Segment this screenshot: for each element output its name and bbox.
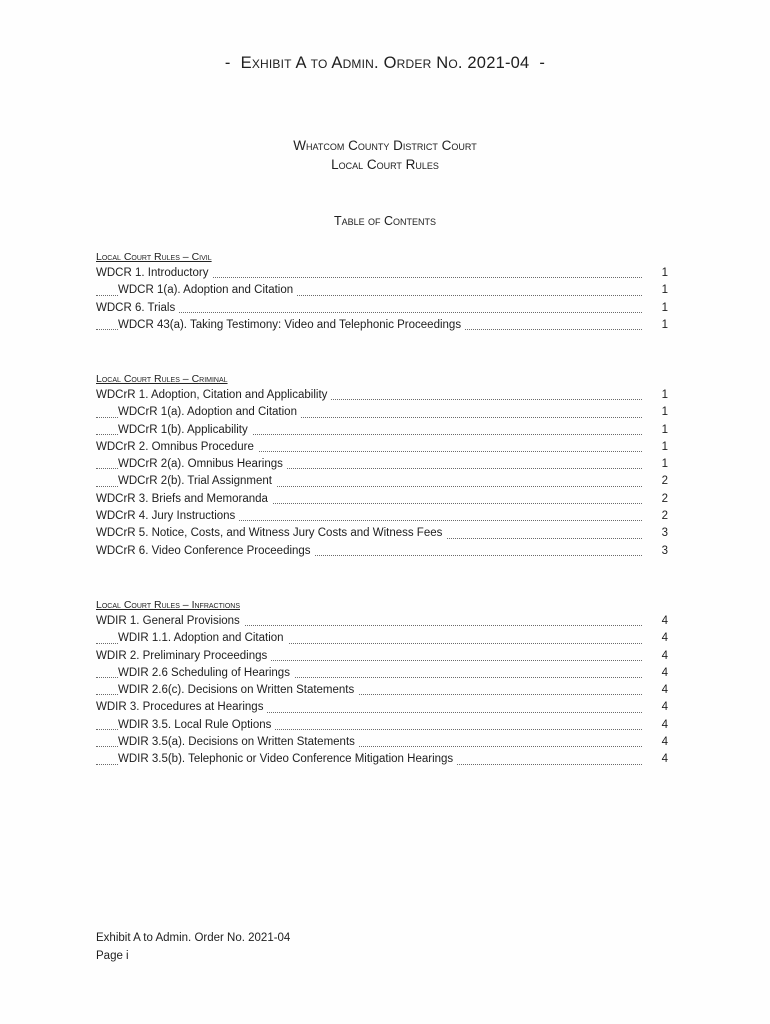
toc-entry-page: 1 — [654, 300, 668, 317]
toc-entry — [96, 717, 668, 734]
toc-entry-page: 4 — [654, 751, 668, 768]
toc-entry — [96, 439, 668, 456]
toc-entry-label: WDCrR 5. Notice, Costs, and Witness Jury Costs and Witness Fees — [96, 527, 446, 539]
toc-entry-label: WDCR 1(a). Adoption and Citation — [118, 284, 297, 296]
toc-entry — [96, 648, 668, 665]
toc-entry — [96, 387, 668, 404]
toc-entry-label: WDCrR 2(b). Trial Assignment — [118, 475, 276, 487]
toc-entry-page: 1 — [654, 317, 668, 334]
toc-entry-label: WDIR 2. Preliminary Proceedings — [96, 650, 271, 662]
toc-entry — [96, 508, 668, 525]
toc-entry-page: 4 — [654, 699, 668, 716]
toc-entry — [96, 525, 668, 542]
toc-entry-label: WDIR 3.5(b). Telephonic or Video Conference Mitigation Hearings — [118, 753, 457, 765]
footer-page-number: Page i — [96, 950, 129, 962]
section-heading: Local Court Rules – Criminal — [96, 373, 228, 385]
section-heading: Local Court Rules – Infractions — [96, 599, 240, 611]
toc-entry-label: WDCR 1. Introductory — [96, 267, 212, 279]
toc-entry-label: WDIR 1. General Provisions — [96, 615, 244, 627]
toc-entry-label: WDCrR 4. Jury Instructions — [96, 510, 239, 522]
toc-entry-label: WDCrR 2(a). Omnibus Hearings — [118, 458, 287, 470]
toc-entry — [96, 491, 668, 508]
exhibit-title-text: Exhibit A to Admin. Order No. 2021-04 — [240, 54, 530, 72]
toc-entry-page: 2 — [654, 491, 668, 508]
toc-entry — [96, 734, 668, 751]
toc-entry-page: 4 — [654, 613, 668, 630]
toc-entry-page: 1 — [654, 282, 668, 299]
court-name: Whatcom County District Court — [293, 138, 477, 153]
toc-entry-label: WDCrR 6. Video Conference Proceedings — [96, 545, 315, 557]
section-heading: Local Court Rules – Civil — [96, 251, 212, 263]
toc-entry-label: WDCrR 1. Adoption, Citation and Applicability — [96, 389, 331, 401]
toc-entry-label: WDIR 3. Procedures at Hearings — [96, 701, 267, 713]
toc-entry-page: 1 — [654, 439, 668, 456]
toc-section-criminal — [96, 372, 668, 560]
toc-entry-label: WDCR 43(a). Taking Testimony: Video and Telephonic Proceedings — [118, 319, 465, 331]
toc-entry-page: 4 — [654, 630, 668, 647]
toc-entry-page: 1 — [654, 404, 668, 421]
toc-entry — [96, 282, 668, 299]
toc-entry — [96, 682, 668, 699]
section-entries — [96, 387, 668, 560]
toc-entry-page: 4 — [654, 717, 668, 734]
title-dash-right: - — [539, 54, 546, 72]
toc-entry-page: 3 — [654, 543, 668, 560]
toc-entry-page: 1 — [654, 387, 668, 404]
toc-entry-label: WDCrR 1(a). Adoption and Citation — [118, 406, 301, 418]
toc-entry-page: 2 — [654, 508, 668, 525]
toc-entry-label: WDIR 3.5. Local Rule Options — [118, 719, 275, 731]
toc-entry — [96, 751, 668, 768]
rules-name: Local Court Rules — [331, 157, 439, 172]
footer-exhibit: Exhibit A to Admin. Order No. 2021-04 — [96, 932, 291, 944]
section-entries — [96, 613, 668, 769]
toc-entry — [96, 404, 668, 421]
toc-entry-page: 4 — [654, 682, 668, 699]
exhibit-title — [0, 54, 770, 73]
title-dash-left: - — [224, 54, 231, 72]
section-entries — [96, 265, 668, 334]
toc-entry — [96, 317, 668, 334]
toc-entry-page: 4 — [654, 648, 668, 665]
toc-entry-page: 4 — [654, 734, 668, 751]
toc-entry-label: WDIR 2.6 Scheduling of Hearings — [118, 667, 294, 679]
toc-entry — [96, 543, 668, 560]
page-footer — [96, 929, 290, 965]
toc-entry-page: 3 — [654, 525, 668, 542]
court-heading — [0, 136, 770, 174]
toc-entry-page: 2 — [654, 473, 668, 490]
toc-entry-page: 1 — [654, 456, 668, 473]
toc-entry — [96, 699, 668, 716]
toc-section-infractions — [96, 598, 668, 769]
toc-entry — [96, 300, 668, 317]
toc-entry — [96, 473, 668, 490]
toc-entry — [96, 456, 668, 473]
toc-entry-label: WDIR 2.6(c). Decisions on Written Statements — [118, 684, 358, 696]
toc-entry-label: WDIR 3.5(a). Decisions on Written Statements — [118, 736, 359, 748]
toc-entry — [96, 630, 668, 647]
toc-entry — [96, 265, 668, 282]
toc-entry — [96, 613, 668, 630]
toc-entry-label: WDCR 6. Trials — [96, 302, 179, 314]
toc-entry — [96, 422, 668, 439]
toc-entry — [96, 665, 668, 682]
toc-entry-page: 1 — [654, 422, 668, 439]
toc-section-civil — [96, 250, 668, 334]
toc-entry-label: WDIR 1.1. Adoption and Citation — [118, 632, 288, 644]
toc-title: Table of Contents — [333, 214, 437, 228]
toc-entry-label: WDCrR 1(b). Applicability — [118, 424, 252, 436]
toc-entry-page: 1 — [654, 265, 668, 282]
toc-entry-label: WDCrR 3. Briefs and Memoranda — [96, 493, 272, 505]
toc-entry-page: 4 — [654, 665, 668, 682]
toc-entry-label: WDCrR 2. Omnibus Procedure — [96, 441, 258, 453]
